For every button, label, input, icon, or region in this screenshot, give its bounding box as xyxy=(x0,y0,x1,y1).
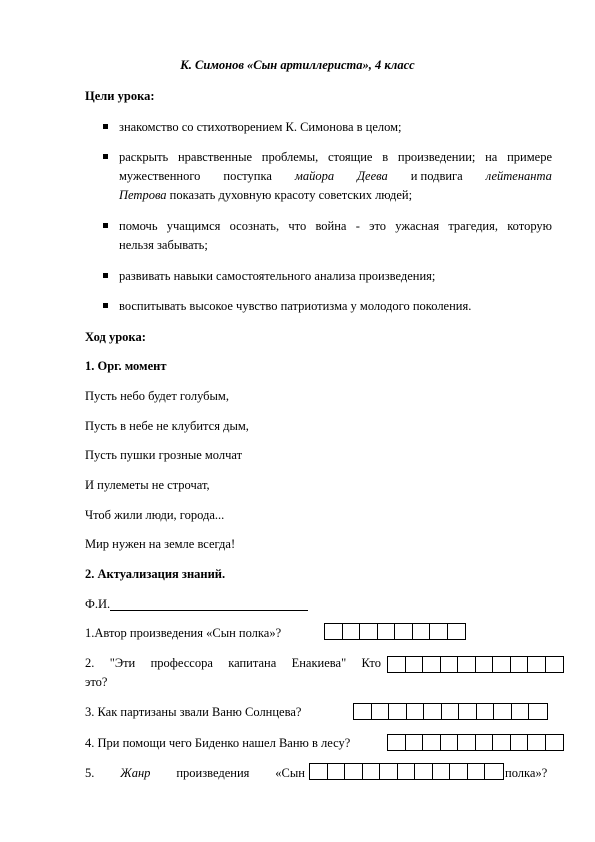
answer-cell[interactable] xyxy=(477,704,495,719)
answer-cell[interactable] xyxy=(363,764,381,779)
answer-cell[interactable] xyxy=(398,764,416,779)
answer-cell[interactable] xyxy=(423,735,441,750)
answer-cell[interactable] xyxy=(511,657,529,672)
answer-cell[interactable] xyxy=(528,657,546,672)
answer-cell[interactable] xyxy=(441,735,459,750)
answer-cell[interactable] xyxy=(468,764,486,779)
answer-cell[interactable] xyxy=(360,624,378,639)
answer-cell[interactable] xyxy=(388,735,406,750)
question-word: Енакиева" xyxy=(291,656,347,670)
bullet-icon xyxy=(103,303,108,308)
fio-label: Ф.И. xyxy=(85,597,111,611)
goal-item: раскрыть нравственные проблемы, стоящие в произведении; на примере xyxy=(119,150,552,164)
answer-cell[interactable] xyxy=(380,764,398,779)
answer-cell[interactable] xyxy=(406,657,424,672)
answer-cell[interactable] xyxy=(441,657,459,672)
question-text: 4. При помощи чего Биденко нашел Ваню в лесу? xyxy=(85,736,351,750)
fio-input-line[interactable] xyxy=(110,610,308,611)
answer-cell[interactable] xyxy=(528,735,546,750)
bullet-icon xyxy=(103,124,108,129)
goal-word: и подвига xyxy=(410,169,463,183)
question-text-line: это? xyxy=(85,675,108,689)
question-text xyxy=(85,656,381,671)
answer-cell[interactable] xyxy=(494,704,512,719)
goal-item: развивать навыки самостоятельного анализа произведения; xyxy=(119,269,436,283)
answer-cell[interactable] xyxy=(325,624,343,639)
answer-cells[interactable] xyxy=(324,623,466,640)
answer-cell[interactable] xyxy=(372,704,390,719)
answer-cell[interactable] xyxy=(354,704,372,719)
course-heading: Ход урока: xyxy=(85,330,146,344)
answer-cell[interactable] xyxy=(395,624,413,639)
goal-item-line: нельзя забывать; xyxy=(119,238,208,252)
goal-item: воспитывать высокое чувство патриотизма у молодого поколения. xyxy=(119,299,472,313)
answer-cells[interactable] xyxy=(353,703,548,720)
bullet-icon xyxy=(103,154,108,159)
answer-cells[interactable] xyxy=(387,656,564,673)
goal-word: Деева xyxy=(357,169,388,183)
goals-heading: Цели урока: xyxy=(85,89,155,103)
goal-word: Петрова xyxy=(119,188,167,202)
answer-cell[interactable] xyxy=(413,624,431,639)
page-title: К. Симонов «Сын артиллериста», 4 класс xyxy=(180,58,415,72)
answer-cell[interactable] xyxy=(529,704,547,719)
poem-line: Пусть в небе не клубится дым, xyxy=(85,419,249,433)
goal-word: поступка xyxy=(223,169,272,183)
question-word: Жанр xyxy=(120,766,151,780)
question-word: «Сын xyxy=(275,766,305,780)
answer-cell[interactable] xyxy=(493,657,511,672)
answer-cell[interactable] xyxy=(458,735,476,750)
answer-cell[interactable] xyxy=(388,657,406,672)
question-text: 1.Автор произведения «Сын полка»? xyxy=(85,626,282,640)
answer-cell[interactable] xyxy=(389,704,407,719)
poem-line: Чтоб жили люди, города... xyxy=(85,508,225,522)
question-text: 3. Как партизаны звали Ваню Солнцева? xyxy=(85,705,302,719)
answer-cells[interactable] xyxy=(309,763,504,780)
answer-cell[interactable] xyxy=(415,764,433,779)
answer-cell[interactable] xyxy=(310,764,328,779)
goal-word: показать духовную красоту советских людей; xyxy=(166,188,413,202)
answer-cell[interactable] xyxy=(343,624,361,639)
question-word: 5. xyxy=(85,766,95,780)
goal-item: помочь учащимся осознать, что война - это ужасная трагедия, которую xyxy=(119,219,552,233)
answer-cell[interactable] xyxy=(442,704,460,719)
goal-word: майора xyxy=(294,169,335,183)
answer-cell[interactable] xyxy=(328,764,346,779)
question-word: Кто xyxy=(361,656,381,670)
answer-cell[interactable] xyxy=(430,624,448,639)
answer-cell[interactable] xyxy=(493,735,511,750)
bullet-icon xyxy=(103,273,108,278)
question-word: полка»? xyxy=(505,766,548,780)
answer-cells[interactable] xyxy=(387,734,564,751)
question-text xyxy=(85,766,305,781)
answer-cell[interactable] xyxy=(546,657,564,672)
question-word: капитана xyxy=(228,656,277,670)
goal-item-line xyxy=(119,167,552,186)
answer-cell[interactable] xyxy=(378,624,396,639)
answer-cell[interactable] xyxy=(423,657,441,672)
answer-cell[interactable] xyxy=(485,764,503,779)
step-heading: 1. Орг. момент xyxy=(85,359,167,373)
question-word: 2. xyxy=(85,656,95,670)
goal-word: лейтенанта xyxy=(485,169,552,183)
answer-cell[interactable] xyxy=(458,657,476,672)
answer-cell[interactable] xyxy=(433,764,451,779)
answer-cell[interactable] xyxy=(450,764,468,779)
answer-cell[interactable] xyxy=(476,735,494,750)
step-heading: 2. Актуализация знаний. xyxy=(85,567,226,581)
question-word: профессора xyxy=(150,656,213,670)
answer-cell[interactable] xyxy=(546,735,564,750)
goal-word: мужественного xyxy=(119,169,201,183)
answer-cell[interactable] xyxy=(512,704,530,719)
answer-cell[interactable] xyxy=(424,704,442,719)
poem-line: Мир нужен на земле всегда! xyxy=(85,537,236,551)
poem-line: Пусть пушки грозные молчат xyxy=(85,448,243,462)
goal-item: знакомство со стихотворением К. Симонова в целом; xyxy=(119,120,402,134)
poem-line: Пусть небо будет голубым, xyxy=(85,389,229,403)
question-word: "Эти xyxy=(109,656,136,670)
goal-item-line xyxy=(119,186,552,205)
answer-cell[interactable] xyxy=(345,764,363,779)
poem-line: И пулеметы не строчат, xyxy=(85,478,210,492)
answer-cell[interactable] xyxy=(459,704,477,719)
answer-cell[interactable] xyxy=(407,704,425,719)
bullet-icon xyxy=(103,223,108,228)
answer-cell[interactable] xyxy=(476,657,494,672)
answer-cell[interactable] xyxy=(448,624,466,639)
question-word: произведения xyxy=(176,766,250,780)
answer-cell[interactable] xyxy=(406,735,424,750)
answer-cell[interactable] xyxy=(511,735,529,750)
